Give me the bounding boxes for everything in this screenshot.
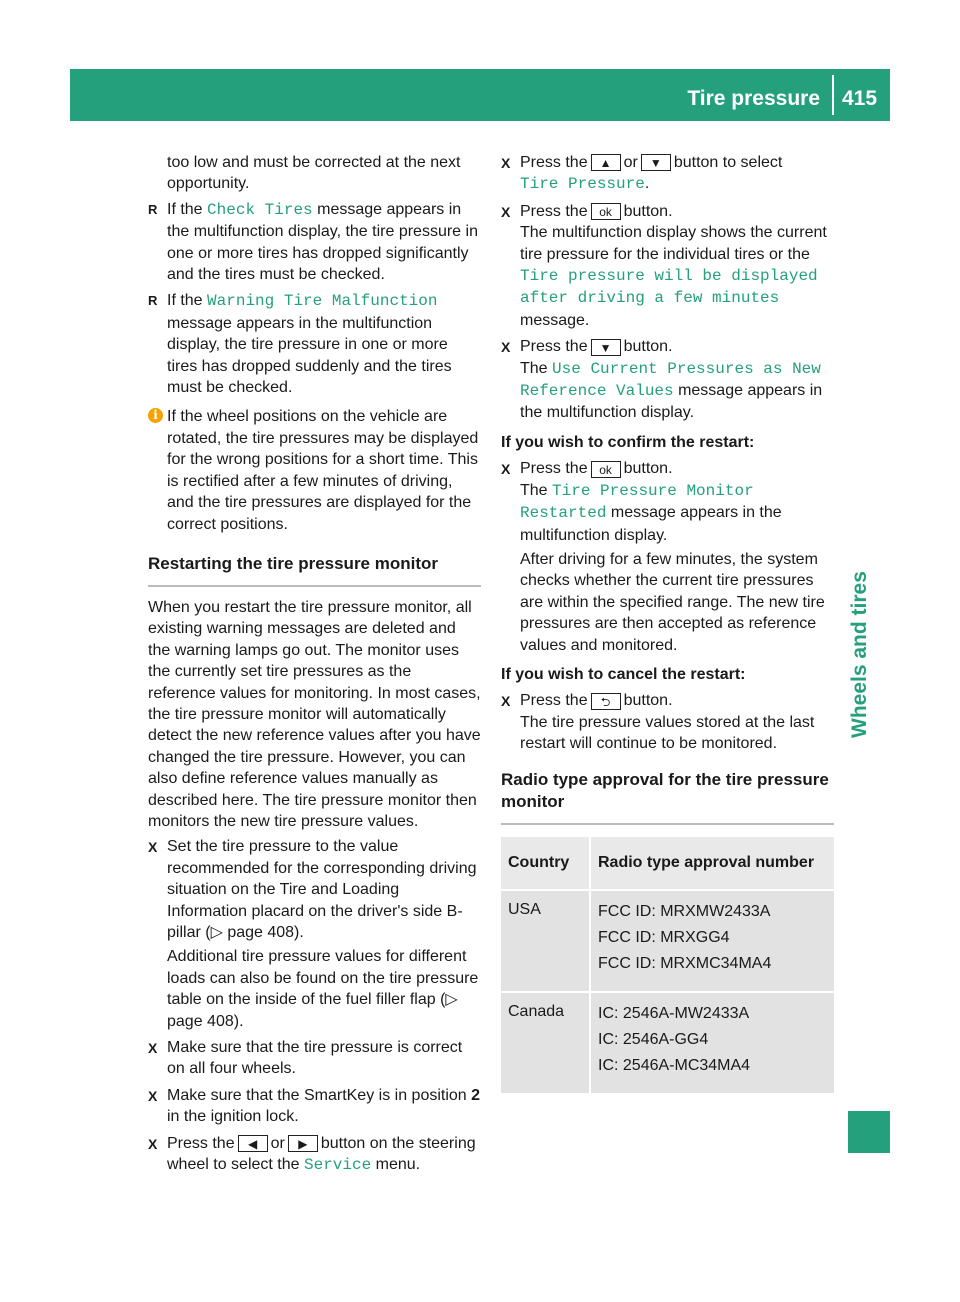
step-check-wheels — [148, 1037, 481, 1080]
info-text: If the wheel positions on the vehicle are rotated, the tire pressures may be displayed for the wrong positions for a short time. This is rectified after a few minutes of driving, and the tire pressures are displayed for the correct positions. — [167, 408, 479, 533]
confirm-heading: If you wish to confirm the restart: — [501, 433, 755, 451]
bullet-check-tires — [148, 199, 481, 286]
step-text: message appears in the multifunction display. — [520, 504, 782, 544]
back-key-icon: ⮌ — [591, 693, 621, 710]
display-message: Warning Tire Malfunction — [207, 292, 438, 311]
step-text: Set the tire pressure to the value recommended for the corresponding driving situation on the Tire and Loading Information placard on the driver's side B-pillar (▷ page 408). — [167, 838, 477, 941]
step-note: Additional tire pressure values for different loads can also be found on the tire pressure table on the inside of the fuel filler flap (▷ page 408). — [167, 948, 479, 1030]
country-cell: USA — [501, 890, 590, 992]
approval-cell — [590, 992, 834, 1093]
step-select-tire-pressure — [501, 152, 834, 196]
step-text: The tire pressure values stored at the last restart will continue to be monitored. — [520, 713, 815, 753]
approval-table — [501, 837, 834, 1093]
step-text: message appears in the multifunction display. — [520, 382, 823, 422]
ok-key-icon: ok — [591, 203, 621, 220]
left-arrow-key-icon: ◀ — [238, 1135, 268, 1152]
step-text: or — [270, 1134, 285, 1152]
bullet-warning-tire-malfunction — [148, 290, 481, 398]
step-text: Press the — [520, 460, 588, 478]
country-cell: Canada — [501, 992, 590, 1093]
left-column — [148, 152, 481, 1181]
approval-id: FCC ID: MRXMC34MA4 — [598, 954, 772, 972]
step-press-ok-1 — [501, 201, 834, 331]
step-text: Press the — [520, 692, 588, 710]
right-column — [501, 152, 834, 1093]
menu-name: Service — [303, 1156, 372, 1175]
approval-id: FCC ID: MRXMW2433A — [598, 902, 771, 920]
step-select-service — [148, 1133, 481, 1177]
step-text: message. — [520, 311, 590, 329]
display-message: Check Tires — [207, 200, 313, 219]
step-text: button on the steering wheel to select the — [167, 1134, 476, 1174]
ok-key-icon: ok — [591, 461, 621, 478]
header-divider — [832, 75, 834, 115]
step-text: button. — [623, 202, 673, 220]
approval-id: FCC ID: MRXGG4 — [598, 928, 730, 946]
column-header: Country — [501, 837, 590, 890]
info-note — [148, 406, 481, 534]
down-arrow-key-icon: ▼ — [591, 339, 621, 356]
step-text: button. — [623, 338, 673, 356]
info-icon: i — [148, 408, 163, 423]
action-arrow-icon: X — [501, 155, 511, 171]
step-text: button. — [623, 460, 673, 478]
approval-cell — [590, 890, 834, 992]
display-message: Use Current Pressures as New Reference Values — [520, 359, 821, 401]
action-arrow-icon: X — [148, 839, 158, 856]
header-title: Tire pressure — [687, 87, 820, 110]
step-text: The — [520, 359, 548, 377]
step-text: menu. — [375, 1156, 421, 1174]
side-tab-label: Wheels and tires — [848, 571, 871, 738]
step-text: Press the — [520, 154, 588, 171]
display-message: Tire pressure will be displayed after driving a few minutes — [520, 267, 818, 308]
bullet-text: If the — [167, 292, 203, 310]
bullet-text: message appears in the multifunction display, the tire pressure in one or more tires has dropped suddenly and the tires must be checked. — [167, 314, 452, 397]
approval-id: IC: 2546A-MC34MA4 — [598, 1056, 751, 1074]
step-text: . — [644, 175, 650, 193]
step-set-pressure — [148, 836, 481, 1032]
cancel-heading: If you wish to cancel the restart: — [501, 665, 746, 683]
step-text: or — [623, 154, 638, 171]
approval-id: IC: 2546A-GG4 — [598, 1030, 709, 1048]
page-number: 415 — [842, 87, 878, 110]
step-press-ok-2 — [501, 458, 834, 656]
step-text: Make sure that the tire pressure is correct on all four wheels. — [167, 1039, 463, 1078]
table-row — [501, 890, 834, 992]
step-text: Make sure that the SmartKey is in position — [167, 1086, 467, 1104]
step-text: button. — [623, 692, 673, 710]
action-arrow-icon: X — [501, 203, 511, 220]
menu-name: Tire Pressure — [520, 175, 645, 194]
step-text: Press the — [520, 202, 588, 220]
ignition-position: 2 — [471, 1086, 481, 1104]
step-text: Press the — [520, 338, 588, 356]
bullet-marker: R — [148, 293, 158, 309]
column-header: Radio type approval number — [590, 837, 834, 890]
action-arrow-icon: X — [501, 339, 511, 356]
step-press-back — [501, 690, 834, 754]
step-press-down — [501, 336, 834, 424]
bullet-text: message appears in the multifunction display, the tire pressure in one or more tires has dropped significantly and the tires must be checked. — [167, 200, 478, 284]
intro-continuation: too low and must be corrected at the next opportunity. — [167, 154, 461, 193]
step-text: in the ignition lock. — [167, 1108, 299, 1126]
up-arrow-key-icon: ▲ — [591, 154, 621, 171]
action-arrow-icon: X — [148, 1087, 158, 1104]
right-arrow-key-icon: ▶ — [288, 1135, 318, 1152]
step-smartkey — [148, 1085, 481, 1128]
step-note: After driving for a few minutes, the system checks whether the current tire pressures are within the specified range. The new tire pressures are then accepted as reference values and monitored. — [520, 550, 825, 654]
action-arrow-icon: X — [148, 1040, 158, 1057]
page-header — [70, 69, 890, 121]
bullet-marker: R — [148, 201, 158, 217]
action-arrow-icon: X — [148, 1135, 158, 1152]
step-text: The multifunction display shows the current tire pressure for the individual tires or the — [520, 224, 827, 263]
step-text: Press the — [167, 1134, 235, 1152]
step-text: The — [520, 481, 548, 499]
section-heading-restart: Restarting the tire pressure monitor — [148, 553, 481, 587]
bullet-text: If the — [167, 200, 203, 218]
section-paragraph: When you restart the tire pressure monitor, all existing warning messages are deleted and the warning lamps go out. The monitor uses the currently set tire pressures as the reference values for monitoring. In most cases, the tire pressure monitor will automatically detect the new reference values after you have changed the tire pressure. However, you can also define reference values manually as described here. The tire pressure monitor then monitors the new tire pressure values. — [148, 598, 481, 830]
down-arrow-key-icon: ▼ — [641, 154, 671, 171]
section-heading-radio: Radio type approval for the tire pressure monitor — [501, 769, 834, 825]
action-arrow-icon: X — [501, 693, 511, 710]
table-header-row — [501, 837, 834, 890]
display-message: Tire Pressure Monitor Restarted — [520, 481, 754, 523]
action-arrow-icon: X — [501, 461, 511, 478]
step-text: button to select — [673, 154, 783, 171]
table-row — [501, 992, 834, 1093]
approval-id: IC: 2546A-MW2433A — [598, 1004, 750, 1022]
side-tab-marker — [848, 1111, 890, 1153]
